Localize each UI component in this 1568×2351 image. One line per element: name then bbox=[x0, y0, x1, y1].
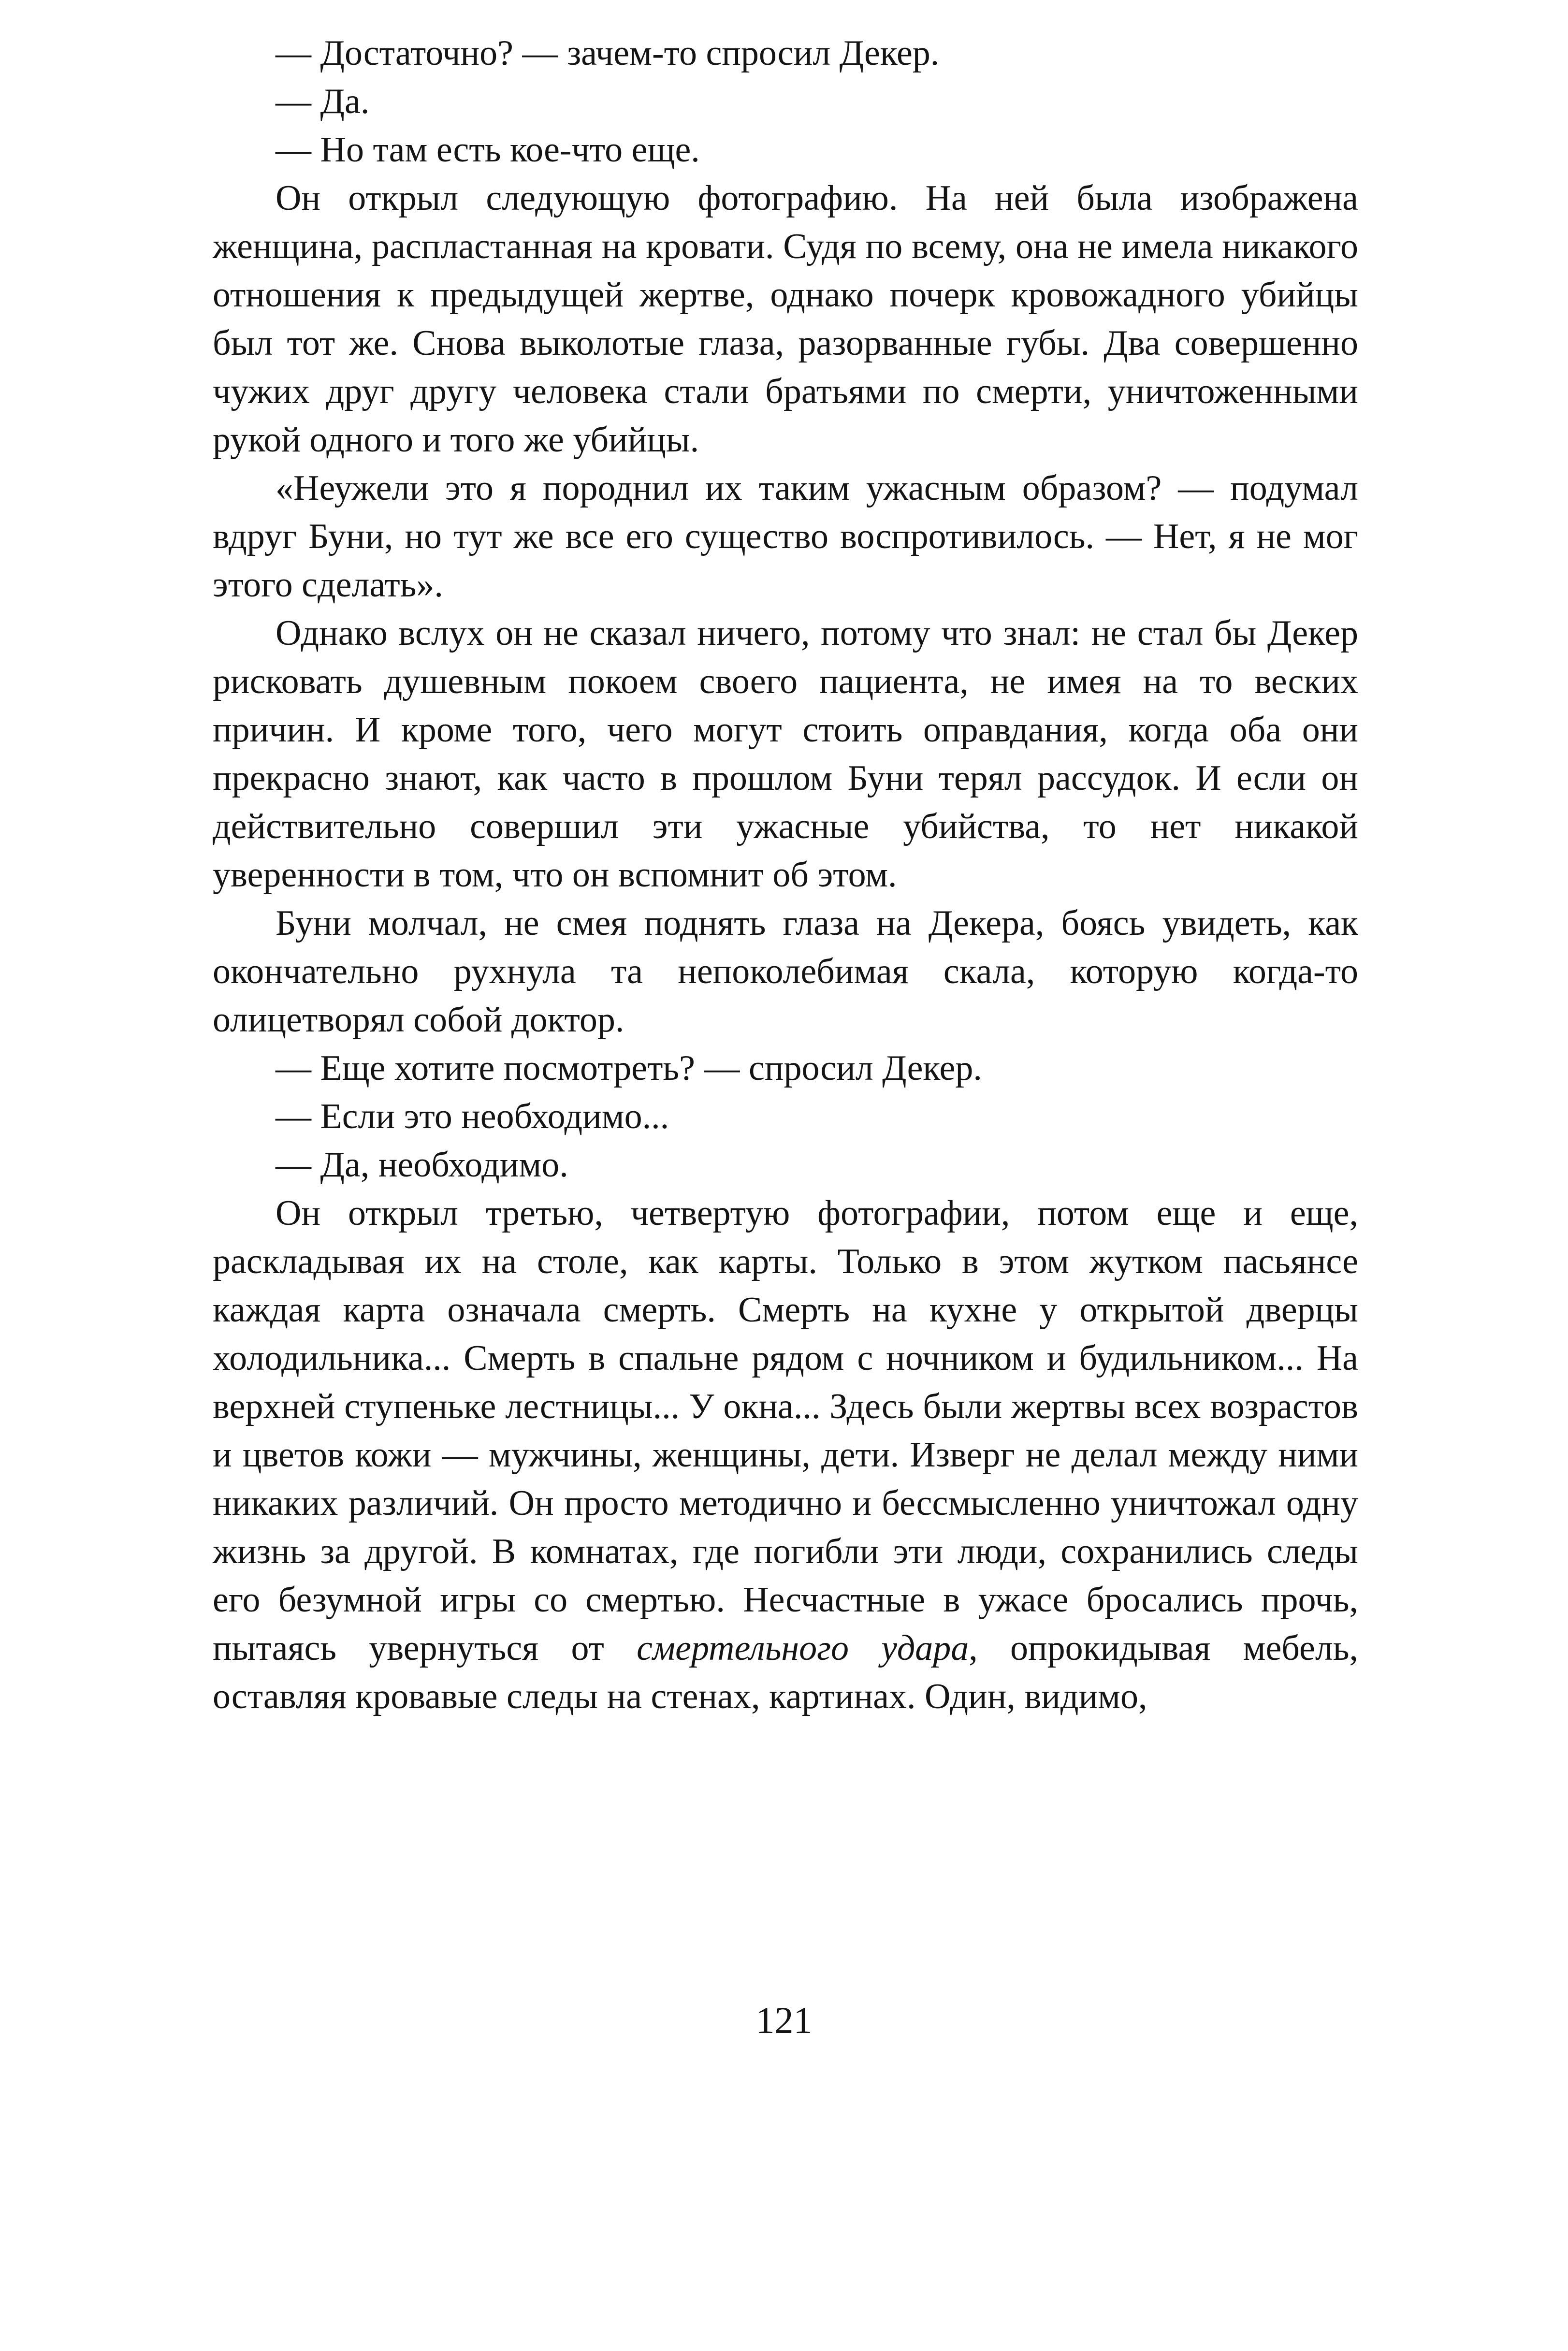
page-number: 121 bbox=[755, 1999, 813, 2041]
dialogue-line: — Если это необходимо... bbox=[276, 1097, 669, 1136]
paragraph: «Неужели это я породнил их таким ужасным образом? — подумал вдруг Буни, но тут же все его существо воспротивилось. — Нет, я не мог этого сделать». bbox=[213, 468, 1358, 605]
dialogue-line: — Но там есть кое-что еще. bbox=[276, 130, 700, 170]
paragraph: Он открыл следующую фотографию. На ней была изображена женщина, распластанная на кровати. Судя по всему, она не имела никакого отношения к предыдущей жертве, однако почерк кровожадного убийцы был тот же. Снова выколотые глаза, разорванные губы. Два совершенно чужих друг другу человека стали братьями по смерти, уничтоженными рукой одного и того же убийцы. bbox=[213, 178, 1358, 460]
paragraph-text: Он открыл третью, четвертую фотографии, потом еще и еще, раскладывая их на столе, как карты. Только в этом жутком пасьянсе каждая карта означала смерть. Смерть на кухне у открытой дверцы холодильника... Смерть в спальне рядом с ночником и будильником... На верхней ступеньке лестницы... У окна... Здесь были жертвы всех возрастов и цветов кожи — мужчины, женщины, дети. Изверг не делал между ними никаких различий. Он просто методично и бессмысленно уничтожал одну жизнь за другой. В комнатах, где погибли эти люди, сохранились следы его безумной игры со смертью. Несчастные в ужасе бросались прочь, пытаясь увернуться от bbox=[213, 1193, 1358, 1668]
dialogue-line: — Да. bbox=[276, 82, 370, 121]
dialogue-line: — Достаточно? — зачем-то спросил Декер. bbox=[276, 33, 940, 73]
dialogue-line: — Еще хотите посмотреть? — спросил Декер. bbox=[276, 1048, 982, 1088]
italic-phrase: смертельного удара bbox=[637, 1628, 969, 1668]
paragraph: Буни молчал, не смея поднять глаза на Декера, боясь увидеть, как окончательно рухнула та непоколебимая скала, которую когда-то олицетворял собой доктор. bbox=[213, 903, 1358, 1040]
paragraph: Однако вслух он не сказал ничего, потому что знал: не стал бы Декер рисковать душевным покоем своего пациента, не имея на то веских причин. И кроме того, чего могут стоить оправдания, когда оба они прекрасно знают, как часто в прошлом Буни терял рассудок. И если он действительно совершил эти ужасные убийства, то нет никакой уверенности в том, что он вспомнит об этом. bbox=[213, 613, 1358, 895]
paragraph-last bbox=[213, 1189, 1358, 1721]
paragraph-text: , опрокидывая мебель, оставляя кровавые следы на стенах, картинах. Один, видимо, bbox=[213, 1628, 1359, 1716]
dialogue-line: — Да, необходимо. bbox=[276, 1145, 568, 1185]
body-text bbox=[213, 29, 1358, 1721]
